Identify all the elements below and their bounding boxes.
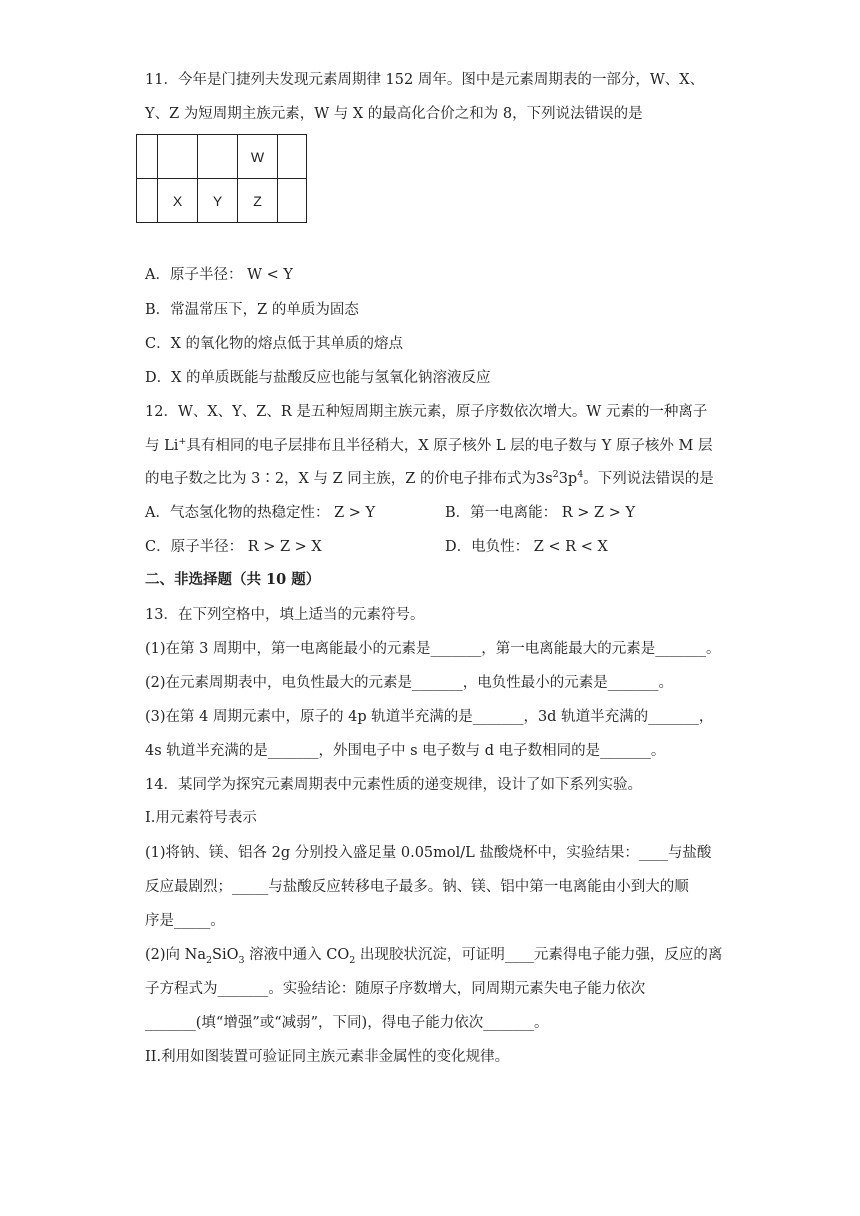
q11-line2: Y、Z 为短周期主族元素，W 与 X 的最高化合价之和为 8，下列说法错误的是	[145, 106, 643, 122]
q14-part1: I.用元素符号表示	[145, 810, 257, 826]
q13-line3: (3)在第 4 周期元素中，原子的 4p 轨道半充满的是_______，3d 轨道半充满的_______，	[145, 709, 714, 725]
q13-title: 13．在下列空格中，填上适当的元素符号。	[145, 607, 425, 623]
q14-line4: (2)向 $Na_2SiO_3$ 溶液中通入 $CO_2$ 出现胶状沉淀，可证明____元素得电子能力强，反应的离	[145, 947, 723, 966]
table-row	[137, 135, 307, 179]
q11-line1: 11．今年是门捷列夫发现元素周期律 152 周年。图中是元素周期表的一部分，W、X、	[145, 72, 705, 88]
table-cell	[198, 135, 238, 179]
q14-title: 14．某同学为探究元素周期表中元素性质的递变规律，设计了如下系列实验。	[145, 777, 642, 793]
q12-line2: 与 Li+具有相同的电子层排布且半径稍大，X 原子核外 L 层的电子数与 Y 原子核外 M 层	[145, 436, 713, 454]
q11-option-d: D．X 的单质既能与盐酸反应也能与氢氧化钠溶液反应	[145, 370, 491, 386]
table-cell: Y	[198, 179, 238, 223]
q13-line4: 4s 轨道半充满的是_______，外围电子中 s 电子数与 d 电子数相同的是_______。	[145, 743, 666, 759]
q11-option-b: B．常温常压下，Z 的单质为固态	[145, 302, 359, 318]
table-cell	[137, 179, 158, 223]
q12-option-a: A．气态氢化物的热稳定性： Z > Y	[145, 505, 376, 521]
q14-part2: II.利用如图装置可验证同主族元素非金属性的变化规律。	[145, 1049, 510, 1065]
table-cell: W	[238, 135, 278, 179]
q13-line1: (1)在第 3 周期中，第一电离能最小的元素是_______，第一电离能最大的元素是_______。	[145, 641, 721, 657]
q12-option-c: C．原子半径： R > Z > X	[145, 539, 322, 555]
table-cell	[158, 135, 198, 179]
table-cell: X	[158, 179, 198, 223]
q14-line6: _______(填“增强”或“减弱”，下同)，得电子能力依次_______。	[145, 1015, 549, 1031]
table-cell: Z	[238, 179, 278, 223]
q14-line5: 子方程式为_______。实验结论：随原子序数增大，同周期元素失电子能力依次	[145, 981, 646, 997]
q11-option-a: A．原子半径： W < Y	[145, 267, 293, 283]
q13-line2: (2)在元素周期表中，电负性最大的元素是_______，电负性最小的元素是_______。	[145, 675, 674, 691]
q14-line1: (1)将钠、镁、铝各 2g 分别投入盛足量 0.05mol/L 盐酸烧杯中，实验结果：____与盐酸	[145, 845, 712, 861]
q12-line3: 的电子数之比为 3∶2，X 与 Z 同主族，Z 的价电子排布式为$3s^23p^4$。下列说法错误的是	[145, 469, 714, 487]
section-heading: 二、非选择题（共 10 题）	[145, 571, 321, 588]
periodic-table-fragment	[136, 134, 307, 223]
q14-line3: 序是_____。	[145, 913, 225, 929]
q14-line2: 反应最剧烈；_____与盐酸反应转移电子最多。钠、镁、铝中第一电离能由小到大的顺	[145, 879, 689, 895]
q12-line1: 12．W、X、Y、Z、R 是五种短周期主族元素，原子序数依次增大。W 元素的一种离子	[145, 404, 708, 420]
table-cell	[137, 135, 158, 179]
table-row	[137, 179, 307, 223]
q12-option-b: B．第一电离能： R > Z > Y	[445, 505, 636, 521]
table-cell	[278, 135, 307, 179]
q12-option-d: D．电负性： Z < R < X	[445, 539, 608, 555]
q11-option-c: C．X 的氧化物的熔点低于其单质的熔点	[145, 336, 404, 352]
table-cell	[278, 179, 307, 223]
